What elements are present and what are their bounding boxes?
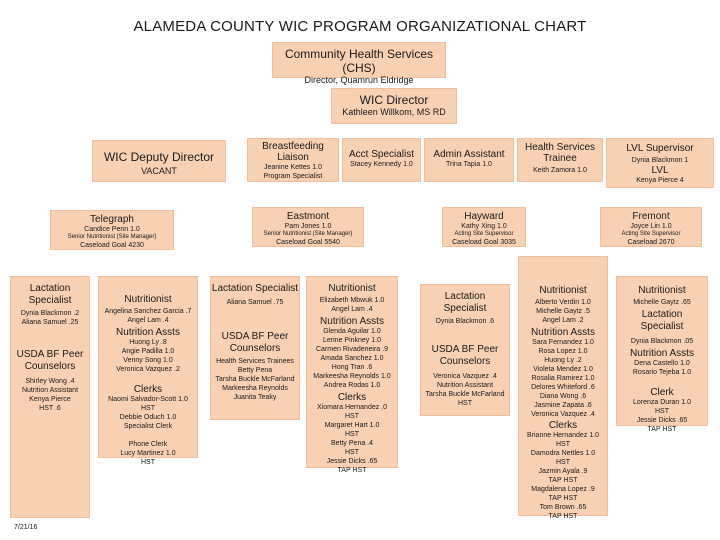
eastmont-clerks-7: Jessie Dicks .65 bbox=[326, 458, 378, 465]
site-fremont-name: Fremont bbox=[632, 211, 670, 222]
site-fremont-role: Acting Site Supervisor bbox=[621, 231, 681, 237]
hayward-clerks-title: Clerks bbox=[548, 420, 578, 431]
fremont-clerk-4: TAP HST bbox=[647, 426, 677, 433]
telegraph-clerks-2: HST bbox=[141, 405, 155, 412]
site-eastmont-caseload: Caseload Goal 5540 bbox=[276, 239, 340, 246]
site-hayward-manager: Kathy Xing 1.0 bbox=[461, 223, 507, 230]
hayward-lactation-title: Lactation Specialist bbox=[443, 291, 487, 314]
hayward-clerks-7: Magdalena Lopez .9 bbox=[531, 486, 595, 493]
telegraph-lactation-2: Aliana Samuel .25 bbox=[21, 319, 79, 326]
fremont-staff-col bbox=[616, 276, 708, 433]
telegraph-assts-3: Venny Song 1.0 bbox=[123, 357, 173, 364]
eastmont-lactation-title: Lactation Specialist bbox=[211, 283, 299, 294]
wic-director-box bbox=[331, 88, 457, 124]
fremont-assts-title: Nutrition Assts bbox=[630, 348, 694, 359]
eastmont-clerks-4: HST bbox=[345, 431, 359, 438]
eastmont-usda-title: USDA BF Peer Counselors bbox=[221, 331, 289, 354]
telegraph-staff-col bbox=[98, 276, 198, 466]
lvl-title: LVL bbox=[651, 165, 669, 176]
fremont-clerk-2: HST bbox=[655, 408, 669, 415]
site-telegraph-role: Senior Nutritionist (Site Manager) bbox=[67, 234, 157, 240]
fremont-nutritionist-1: Michelle Gaytz .65 bbox=[633, 299, 691, 306]
hayward-staff-col bbox=[518, 256, 608, 520]
telegraph-usda-title: USDA BF Peer Counselors bbox=[16, 349, 84, 372]
hayward-lactation-col bbox=[420, 284, 510, 416]
telegraph-clerks-1: Naomi Salvador-Scott 1.0 bbox=[108, 396, 188, 403]
hayward-assts-2: Rosa Lopez 1.0 bbox=[538, 348, 588, 355]
chs-name: Community Health Services (CHS) bbox=[284, 47, 434, 75]
hayward-usda-3: Tarsha Buckle McFarland bbox=[425, 391, 505, 398]
telegraph-assts-4: Veronica Vazquez .2 bbox=[116, 366, 180, 373]
site-hayward-role: Acting Site Supervisor bbox=[454, 231, 514, 237]
eastmont-staff-col bbox=[306, 276, 398, 474]
telegraph-nutritionist-1: Angelina Sanchez Garcia .7 bbox=[104, 308, 192, 315]
breastfeeding-liaison-name: Jeanine Kettes 1.0 bbox=[264, 164, 322, 171]
eastmont-clerks-6: HST bbox=[345, 449, 359, 456]
eastmont-assts-6: Markeesha Reynolds 1.0 bbox=[313, 373, 391, 380]
trainee-box bbox=[517, 138, 603, 182]
site-telegraph bbox=[50, 210, 174, 250]
site-eastmont-role: Senior Nutritionist (Site Manager) bbox=[263, 231, 353, 237]
hayward-usda-2: Nutrition Assistant bbox=[436, 382, 494, 389]
chs-director: Director, Quamrun Eldridge bbox=[304, 75, 414, 85]
telegraph-lactation-col bbox=[10, 276, 90, 518]
telegraph-clerks-6: Phone Clerk bbox=[128, 441, 168, 448]
trainee-name: Keith Zamora 1.0 bbox=[533, 167, 587, 174]
telegraph-clerks-4: Specialist Clerk bbox=[123, 423, 173, 430]
eastmont-nutritionist-1: Elizabeth Mbwuk 1.0 bbox=[319, 297, 385, 304]
breastfeeding-liaison-role: Program Specialist bbox=[263, 173, 323, 180]
hayward-assts-6: Delores Whiteford .6 bbox=[531, 384, 595, 391]
hayward-lactation-1: Dynia Blackmon .6 bbox=[435, 318, 495, 325]
hayward-assts-9: Veronica Vazquez .4 bbox=[531, 411, 595, 418]
acct-specialist-name: Stacey Kennedy 1.0 bbox=[350, 161, 413, 168]
fremont-lactation-1: Dynia Blackmon .05 bbox=[630, 338, 694, 345]
hayward-clerks-4: HST bbox=[556, 459, 570, 466]
eastmont-usda-5: Juanita Teaky bbox=[233, 394, 277, 401]
deputy-director-name: VACANT bbox=[141, 166, 177, 176]
hayward-assts-7: Diana Wong .6 bbox=[539, 393, 587, 400]
hayward-assts-3: Huong Ly .2 bbox=[544, 357, 582, 364]
telegraph-assts-title: Nutrition Assts bbox=[116, 327, 180, 338]
telegraph-lactation-title: Lactation Specialist bbox=[28, 283, 72, 306]
hayward-nutritionist-1: Alberto Verdin 1.0 bbox=[535, 299, 591, 306]
hayward-nutritionist-title: Nutritionist bbox=[539, 285, 587, 296]
eastmont-clerks-5: Betty Pena .4 bbox=[330, 440, 374, 447]
chs-box bbox=[272, 42, 446, 85]
eastmont-usda-2: Betty Pena bbox=[237, 367, 273, 374]
telegraph-usda-1: Shirley Wong .4 bbox=[25, 378, 75, 385]
eastmont-assts-title: Nutrition Assts bbox=[320, 316, 384, 327]
hayward-clerks-8: TAP HST bbox=[548, 495, 578, 502]
telegraph-lactation-1: Dynia Blackmon .2 bbox=[20, 310, 80, 317]
site-fremont-manager: Joyce Lin 1.0 bbox=[630, 223, 672, 230]
eastmont-usda-1: Health Services Trainees bbox=[216, 358, 294, 365]
eastmont-assts-2: Lerine Pinkney 1.0 bbox=[323, 337, 381, 344]
admin-assistant-title: Admin Assistant bbox=[433, 149, 505, 160]
site-hayward-caseload: Caseload Goal 3035 bbox=[452, 239, 516, 246]
site-telegraph-manager: Candice Penn 1.0 bbox=[84, 226, 140, 233]
fremont-clerk-title: Clerk bbox=[650, 387, 674, 398]
hayward-clerks-10: TAP HST bbox=[548, 513, 578, 520]
breastfeeding-liaison-box bbox=[247, 138, 339, 182]
eastmont-assts-4: Amada Sanchez 1.0 bbox=[320, 355, 384, 362]
eastmont-nutritionist-title: Nutritionist bbox=[328, 283, 376, 294]
eastmont-clerks-2: HST bbox=[345, 413, 359, 420]
wic-director-name: Kathleen Willkom, MS RD bbox=[342, 107, 446, 117]
telegraph-usda-4: HST .6 bbox=[39, 405, 61, 412]
eastmont-usda-3: Tarsha Buckle McFarland bbox=[215, 376, 295, 383]
hayward-assts-title: Nutrition Assts bbox=[531, 327, 595, 338]
wic-director-title: WIC Director bbox=[359, 93, 429, 107]
hayward-assts-1: Sara Fernandez 1.0 bbox=[532, 339, 594, 346]
site-telegraph-name: Telegraph bbox=[90, 214, 134, 225]
hayward-clerks-6: TAP HST bbox=[548, 477, 578, 484]
hayward-usda-1: Veronica Vazquez .4 bbox=[433, 373, 497, 380]
telegraph-clerks-3: Debbie Oduch 1.0 bbox=[119, 414, 177, 421]
lvl-supervisor-name: Dynia Blackmon 1 bbox=[631, 157, 689, 164]
eastmont-usda-4: Markeesha Reynolds bbox=[222, 385, 288, 392]
hayward-clerks-5: Jazmin Ayala .9 bbox=[538, 468, 588, 475]
site-hayward-name: Hayward bbox=[464, 211, 504, 222]
eastmont-clerks-1: Xiomara Hernandez .0 bbox=[316, 404, 388, 411]
telegraph-nutritionist-title: Nutritionist bbox=[124, 294, 172, 305]
eastmont-clerks-3: Margaret Hart 1.0 bbox=[324, 422, 380, 429]
eastmont-assts-1: Glenda Aguilar 1.0 bbox=[323, 328, 381, 335]
eastmont-nutritionist-2: Angel Lam .4 bbox=[331, 306, 373, 313]
trainee-title: Health Services Trainee bbox=[524, 142, 596, 164]
deputy-director-title: WIC Deputy Director bbox=[103, 150, 215, 164]
telegraph-clerks-title: Clerks bbox=[133, 384, 163, 395]
eastmont-clerks-title: Clerks bbox=[337, 392, 367, 403]
admin-assistant-box bbox=[424, 138, 514, 182]
chart-title: ALAMEDA COUNTY WIC PROGRAM ORGANIZATIONAL CHART bbox=[133, 18, 587, 35]
hayward-clerks-9: Tom Brown .65 bbox=[539, 504, 587, 511]
site-eastmont bbox=[252, 207, 364, 247]
fremont-lactation-title: Lactation Specialist bbox=[640, 309, 684, 332]
hayward-nutritionist-2: Michelle Gaytz .5 bbox=[536, 308, 590, 315]
eastmont-assts-5: Hong Tran .6 bbox=[331, 364, 373, 371]
eastmont-clerks-8: TAP HST bbox=[337, 467, 367, 474]
acct-specialist-title: Acct Specialist bbox=[348, 149, 415, 160]
telegraph-clerks-7: Lucy Martinez 1.0 bbox=[120, 450, 176, 457]
eastmont-lactation-1: Aliana Samuel .75 bbox=[226, 299, 284, 306]
telegraph-assts-2: Angie Padilla 1.0 bbox=[121, 348, 175, 355]
telegraph-clerks-8: HST bbox=[141, 459, 155, 466]
site-eastmont-manager: Pam Jones 1.0 bbox=[284, 223, 332, 230]
deputy-director-box bbox=[92, 140, 226, 182]
chart-date: 7/21/16 bbox=[14, 524, 38, 531]
site-eastmont-name: Eastmont bbox=[286, 211, 330, 222]
fremont-assts-2: Rosario Tejeba 1.0 bbox=[632, 369, 692, 376]
fremont-nutritionist-title: Nutritionist bbox=[638, 285, 686, 296]
hayward-assts-8: Jasmine Zapata .6 bbox=[534, 402, 592, 409]
telegraph-usda-3: Kenya Pierce bbox=[29, 396, 71, 403]
breastfeeding-liaison-title: Breastfeeding Liaison bbox=[262, 141, 324, 163]
eastmont-assts-7: Andrea Rodas 1.0 bbox=[323, 382, 381, 389]
site-hayward bbox=[442, 207, 526, 247]
site-telegraph-caseload: Caseload Goal 4230 bbox=[80, 242, 144, 249]
eastmont-lactation-col bbox=[210, 276, 300, 420]
hayward-assts-4: Violeta Mendez 1.0 bbox=[533, 366, 593, 373]
admin-assistant-name: Trina Tapia 1.0 bbox=[446, 161, 492, 168]
telegraph-clerks-5 bbox=[99, 431, 197, 440]
fremont-clerk-1: Lorenza Duran 1.0 bbox=[633, 399, 691, 406]
hayward-clerks-2: HST bbox=[556, 441, 570, 448]
eastmont-assts-3: Carmen Rivadeneira .9 bbox=[316, 346, 388, 353]
hayward-clerks-1: Brianne Hernandez 1.0 bbox=[527, 432, 599, 439]
telegraph-usda-2: Nutrition Assistant bbox=[21, 387, 79, 394]
site-fremont-caseload: Caseload 2670 bbox=[627, 239, 675, 246]
lvl-supervisor-box bbox=[606, 138, 714, 188]
telegraph-nutritionist-2: Angel Lam .4 bbox=[127, 317, 169, 324]
acct-specialist-box bbox=[342, 138, 421, 182]
lvl-supervisor-title: LVL Supervisor bbox=[626, 143, 694, 154]
hayward-nutritionist-3: Angel Lam .2 bbox=[542, 317, 584, 324]
telegraph-assts-1: Huong Ly .8 bbox=[129, 339, 167, 346]
fremont-assts-1: Dena Castello 1.0 bbox=[634, 360, 690, 367]
site-fremont bbox=[600, 207, 702, 247]
hayward-usda-4: HST bbox=[458, 400, 472, 407]
fremont-clerk-3: Jessie Dicks .65 bbox=[636, 417, 688, 424]
lvl-name: Kenya Pierce 4 bbox=[636, 177, 684, 184]
hayward-clerks-3: Damodra Nettles 1.0 bbox=[530, 450, 596, 457]
hayward-assts-5: Rosalia Ramirez 1.0 bbox=[531, 375, 595, 382]
hayward-usda-title: USDA BF Peer Counselors bbox=[431, 344, 499, 367]
